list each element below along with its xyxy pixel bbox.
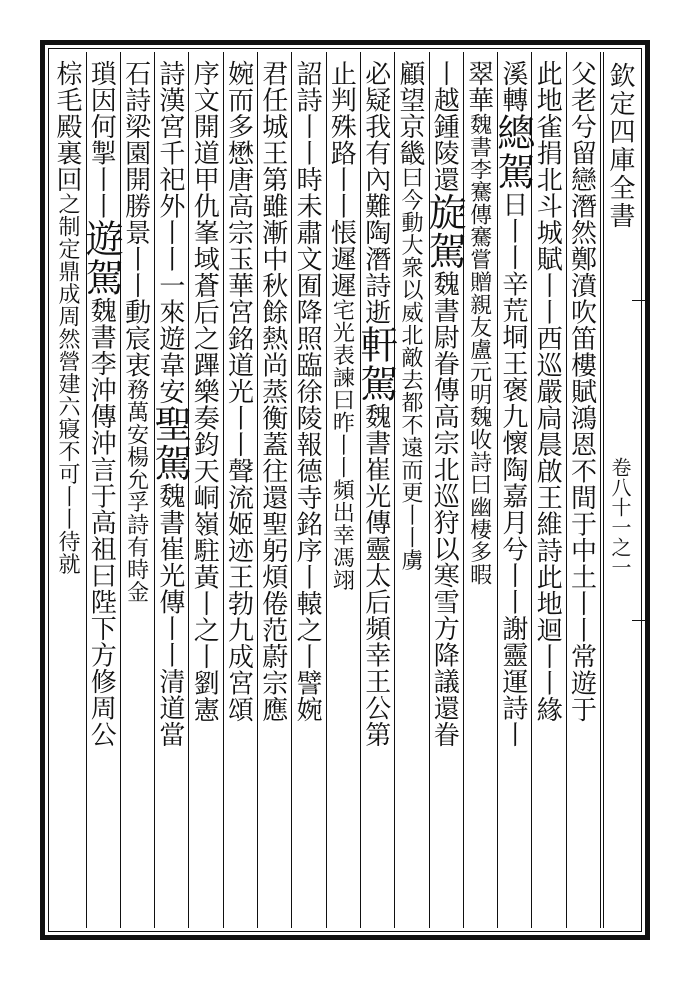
- text-column: [532, 60, 565, 922]
- text-column: [490, 60, 535, 922]
- column-rule: [394, 52, 395, 928]
- heading-term: 總駕: [490, 113, 535, 191]
- annotation-text: 務萬安楊允孚詩有時金: [123, 378, 149, 603]
- body-text: 君任城王第雖漸中秋餘熱尚蒸衡蓋往還聖躬煩倦范蔚宗應: [257, 60, 288, 723]
- body-text: 魏書李沖傳沖言于高祖曰陛下方修周公: [86, 297, 117, 748]
- body-text: 石詩梁園開勝景丨丨動宸衷: [120, 60, 151, 378]
- column-rule: [497, 52, 498, 928]
- text-column: [463, 60, 496, 922]
- column-rule: [566, 52, 567, 928]
- body-text: 詩漢宮千祀外丨丨一來遊韋安: [154, 60, 185, 405]
- heading-term: 聖駕: [147, 404, 192, 483]
- text-column: [223, 60, 256, 922]
- text-column: [258, 60, 291, 922]
- column-rule: [154, 52, 155, 928]
- heading-term: 旋駕: [422, 192, 467, 271]
- column-rule: [120, 52, 121, 928]
- body-text: 瑣因何掣丨丨: [86, 60, 117, 219]
- column-rule: [360, 52, 361, 928]
- column-rule: [86, 52, 87, 928]
- body-text: 日丨丨辛荒垌王褒九懷陶嘉月兮丨丨謝靈運詩丨: [497, 191, 528, 748]
- body-text: 魏書崔光傳靈太后頻幸王公第: [360, 403, 391, 748]
- body-text: 魏書尉眷傳高宗北巡狩以寒雪方降議還眷: [429, 270, 460, 748]
- text-column: [422, 60, 467, 922]
- body-text: 詔詩丨丨時未肅文囿降照臨徐陵報德寺銘序丨轅之丨譬婉: [292, 60, 323, 723]
- body-text: 此地雀捐北斗城賦丨丨西巡嚴扃晨啟王維詩此地迴丨丨緣: [532, 60, 563, 723]
- text-column: [147, 60, 192, 922]
- text-column: [120, 60, 153, 922]
- text-column: [353, 60, 398, 922]
- text-column: [79, 60, 124, 922]
- text-column: [326, 60, 359, 922]
- collection-title: 欽定四庫全書: [605, 62, 635, 230]
- body-text: 止判殊路丨丨悵遲遲: [326, 60, 357, 299]
- column-rule: [463, 52, 464, 928]
- fishtail-mark-upper: [632, 300, 648, 301]
- text-column: [395, 60, 428, 922]
- column-rule: [326, 52, 327, 928]
- body-text: 魏書崔光傳丨丨清道當: [154, 482, 185, 748]
- body-text: 必疑我有內難陶潛詩逝: [360, 60, 391, 325]
- annotation-text: 魏書李騫傳騫嘗贈親友盧元明魏收詩曰幽棲多暇: [466, 113, 492, 586]
- heading-term: 軒駕: [353, 325, 398, 403]
- column-rule: [600, 52, 601, 928]
- body-text: 顧望京畿: [394, 60, 425, 166]
- column-rule: [188, 52, 189, 928]
- column-rule: [257, 52, 258, 928]
- column-rule: [429, 52, 430, 928]
- body-text: 父老兮留戀潛然鄭濆吹笛樓賦鴻恩不間于中土丨丨常遊于: [566, 60, 597, 723]
- heading-term: 遊駕: [79, 219, 124, 297]
- body-text: 丨越鍾陵還: [429, 60, 460, 193]
- text-column: [52, 60, 85, 922]
- annotation-text: 之制定鼎成周然營建六寢不可丨丨待就: [54, 192, 80, 575]
- column-rule: [291, 52, 292, 928]
- body-text: 婉而多懋唐高宗玉華宮銘道光丨丨聲流姬迹王勃九成宮頌: [223, 60, 254, 723]
- volume-label: 卷八十一之一: [608, 457, 632, 577]
- annotation-text: 宅光表諫曰昨丨丨頻出幸馮翊: [329, 298, 355, 591]
- text-column: [566, 60, 599, 922]
- column-rule: [223, 52, 224, 928]
- body-text: 序文開道甲仇峯域蒼后之蹕樂奏鈞天峒嶺駐黃丨之丨劉憲: [189, 60, 220, 723]
- body-text: 溪轉: [497, 60, 528, 113]
- text-column: [189, 60, 222, 922]
- fishtail-mark-lower: [632, 620, 648, 621]
- margin-column: [603, 52, 636, 928]
- body-text: 棕毛殿裏回: [51, 60, 82, 193]
- annotation-text: 曰今動大衆以威北敵去都不遠而更丨丨虜: [397, 166, 423, 571]
- body-text: 翠華: [463, 60, 494, 113]
- text-column: [292, 60, 325, 922]
